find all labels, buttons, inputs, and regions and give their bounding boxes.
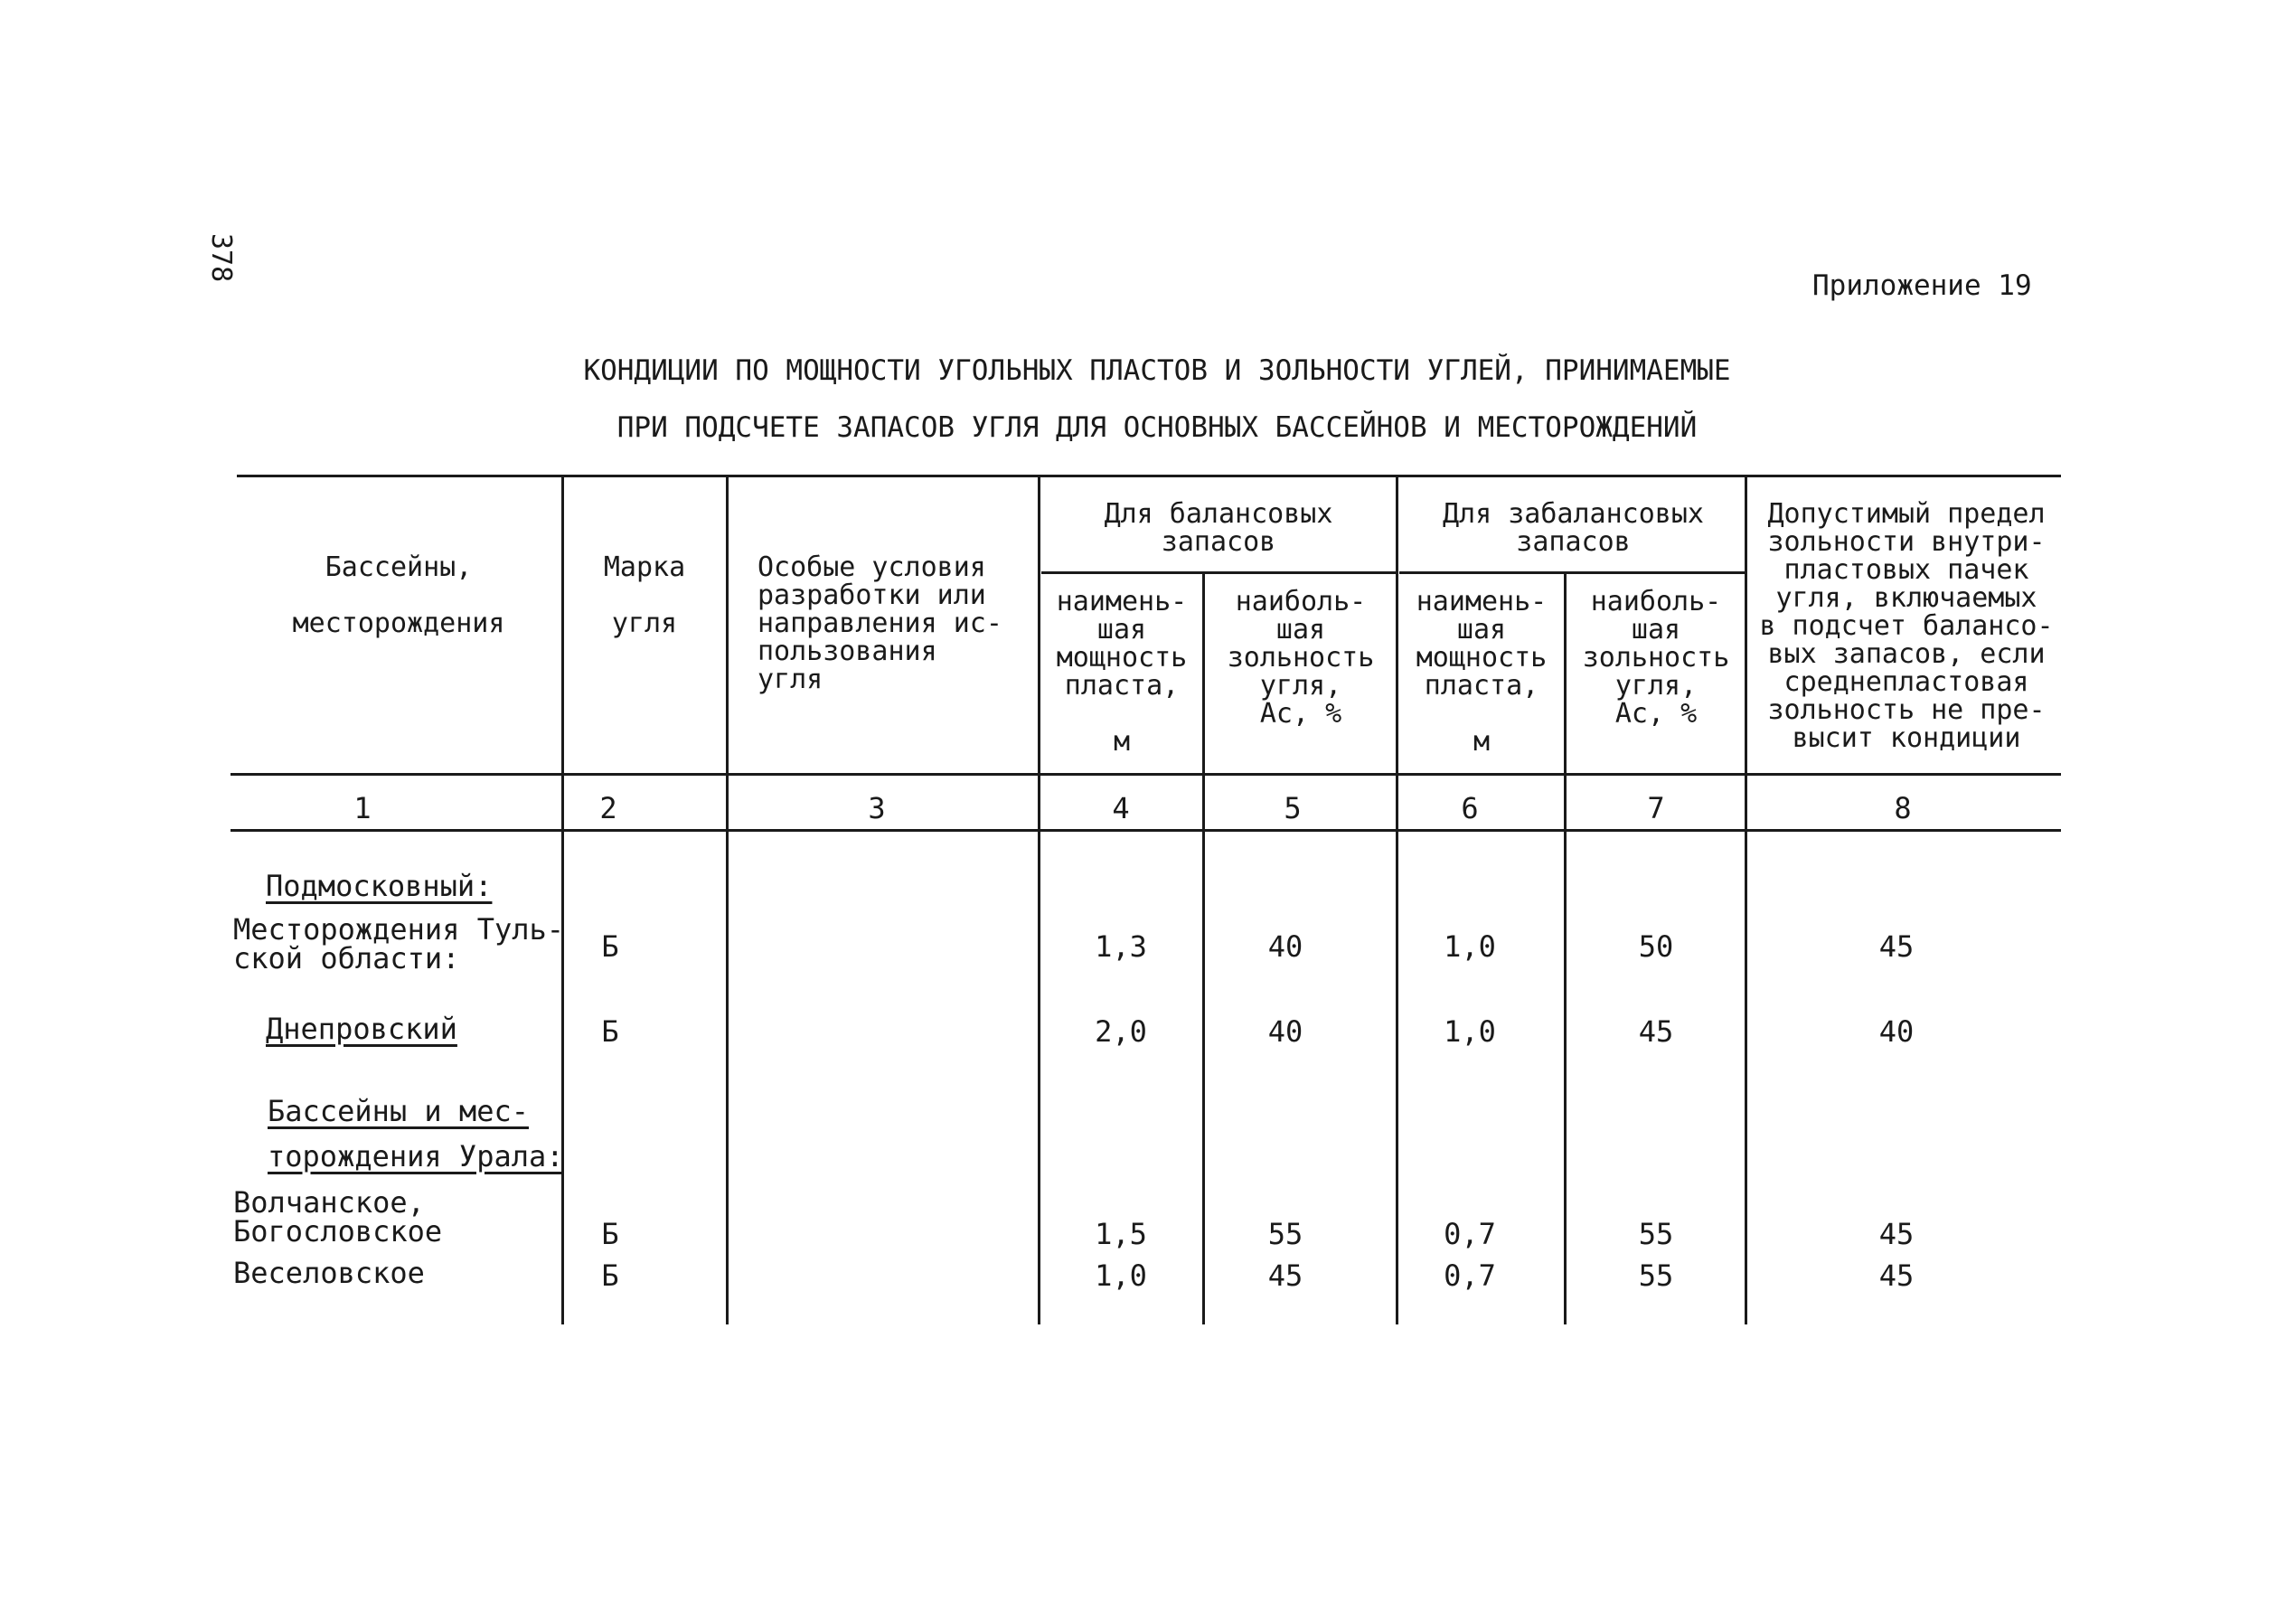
column-number: 2 bbox=[599, 791, 617, 825]
row-grade: Б bbox=[601, 1014, 619, 1049]
row-ash-limit-interlayers: 40 bbox=[1878, 1014, 1915, 1049]
header-min-thickness-balance: наимень- шая мощность пласта, м bbox=[1056, 586, 1188, 758]
row-max-ash-offbalance: 55 bbox=[1638, 1258, 1674, 1293]
section-ural: Бассейны и мес- торождения Урала: bbox=[268, 1094, 564, 1173]
header-basins: Бассейны, месторождения bbox=[292, 551, 505, 639]
appendix-label: Приложение 19 bbox=[1812, 269, 2032, 302]
row-grade: Б bbox=[601, 1258, 619, 1293]
row-name: Месторождения Туль- ской области: bbox=[233, 912, 565, 975]
row-max-ash-balance: 40 bbox=[1267, 1014, 1303, 1049]
row-ash-limit-interlayers: 45 bbox=[1878, 929, 1915, 964]
header-group-offbalance: Для забалансовых запасов bbox=[1443, 498, 1704, 558]
section-podmoskovny: Подмосковный: bbox=[266, 869, 493, 903]
document-title-line-1: КОНДИЦИИ ПО МОЩНОСТИ УГОЛЬНЫХ ПЛАСТОВ И ЗОЛЬНОСТИ УГЛЕЙ, ПРИНИМАЕМЫЕ bbox=[583, 354, 1731, 387]
document-title-line-2: ПРИ ПОДСЧЕТЕ ЗАПАСОВ УГЛЯ ДЛЯ ОСНОВНЫХ БАССЕЙНОВ И МЕСТОРОЖДЕНИЙ bbox=[616, 411, 1698, 444]
section-dneprovsky: Днепровский bbox=[266, 1012, 457, 1046]
header-special-conditions: Особые условия разработки или направления ис- пользования угля bbox=[757, 551, 1002, 695]
row-min-thickness-offbalance: 1,0 bbox=[1444, 1014, 1496, 1049]
column-numbers-rule bbox=[231, 829, 2061, 832]
header-coal-grade: Марка угля bbox=[603, 551, 686, 639]
header-min-thickness-offbalance: наимень- шая мощность пласта, м bbox=[1416, 586, 1548, 758]
header-max-ash-offbalance: наиболь- шая зольность угля, Ас, % bbox=[1582, 586, 1730, 730]
row-min-thickness-balance: 2,0 bbox=[1095, 1014, 1147, 1049]
row-min-thickness-balance: 1,5 bbox=[1095, 1217, 1147, 1251]
row-ash-limit-interlayers: 45 bbox=[1878, 1258, 1915, 1293]
col-divider-3 bbox=[1038, 475, 1040, 1324]
group-offbalance-rule bbox=[1399, 571, 1747, 574]
row-grade: Б bbox=[601, 929, 619, 964]
row-ash-limit-interlayers: 45 bbox=[1878, 1217, 1915, 1251]
column-number: 5 bbox=[1284, 791, 1302, 825]
header-group-balance: Для балансовых запасов bbox=[1104, 498, 1333, 558]
row-min-thickness-balance: 1,3 bbox=[1095, 929, 1147, 964]
col-divider-6 bbox=[1564, 571, 1567, 1324]
row-name: Веселовское bbox=[233, 1256, 425, 1290]
col-divider-4 bbox=[1202, 571, 1205, 1324]
col-divider-2 bbox=[726, 475, 729, 1324]
column-number: 6 bbox=[1461, 791, 1479, 825]
header-ash-limit-interlayers: Допустимый предел зольности внутри- пластовых пачек угля, включаемых в подсчет балансо- вых запасов, если среднепластовая зольность не пре- высит кондиции bbox=[1759, 498, 2054, 754]
col-divider-5 bbox=[1396, 475, 1398, 1324]
page-number: 378 bbox=[205, 233, 237, 283]
row-max-ash-offbalance: 45 bbox=[1638, 1014, 1674, 1049]
row-min-thickness-offbalance: 1,0 bbox=[1444, 929, 1496, 964]
row-max-ash-balance: 55 bbox=[1267, 1217, 1303, 1251]
column-number: 4 bbox=[1112, 791, 1130, 825]
group-balance-rule bbox=[1041, 571, 1396, 574]
header-bottom-rule bbox=[231, 773, 2061, 776]
column-number: 1 bbox=[353, 791, 372, 825]
header-max-ash-balance: наиболь- шая зольность угля, Ас, % bbox=[1227, 586, 1375, 730]
row-max-ash-balance: 40 bbox=[1267, 929, 1303, 964]
row-max-ash-balance: 45 bbox=[1267, 1258, 1303, 1293]
table-top-rule bbox=[237, 475, 2061, 477]
row-min-thickness-offbalance: 0,7 bbox=[1444, 1258, 1496, 1293]
col-divider-7 bbox=[1745, 475, 1747, 1324]
row-min-thickness-offbalance: 0,7 bbox=[1444, 1217, 1496, 1251]
row-name: Волчанское, Богословское bbox=[233, 1185, 443, 1249]
row-grade: Б bbox=[601, 1217, 619, 1251]
row-max-ash-offbalance: 55 bbox=[1638, 1217, 1674, 1251]
column-number: 7 bbox=[1647, 791, 1665, 825]
row-max-ash-offbalance: 50 bbox=[1638, 929, 1674, 964]
row-min-thickness-balance: 1,0 bbox=[1095, 1258, 1147, 1293]
column-number: 8 bbox=[1894, 791, 1912, 825]
column-number: 3 bbox=[868, 791, 886, 825]
